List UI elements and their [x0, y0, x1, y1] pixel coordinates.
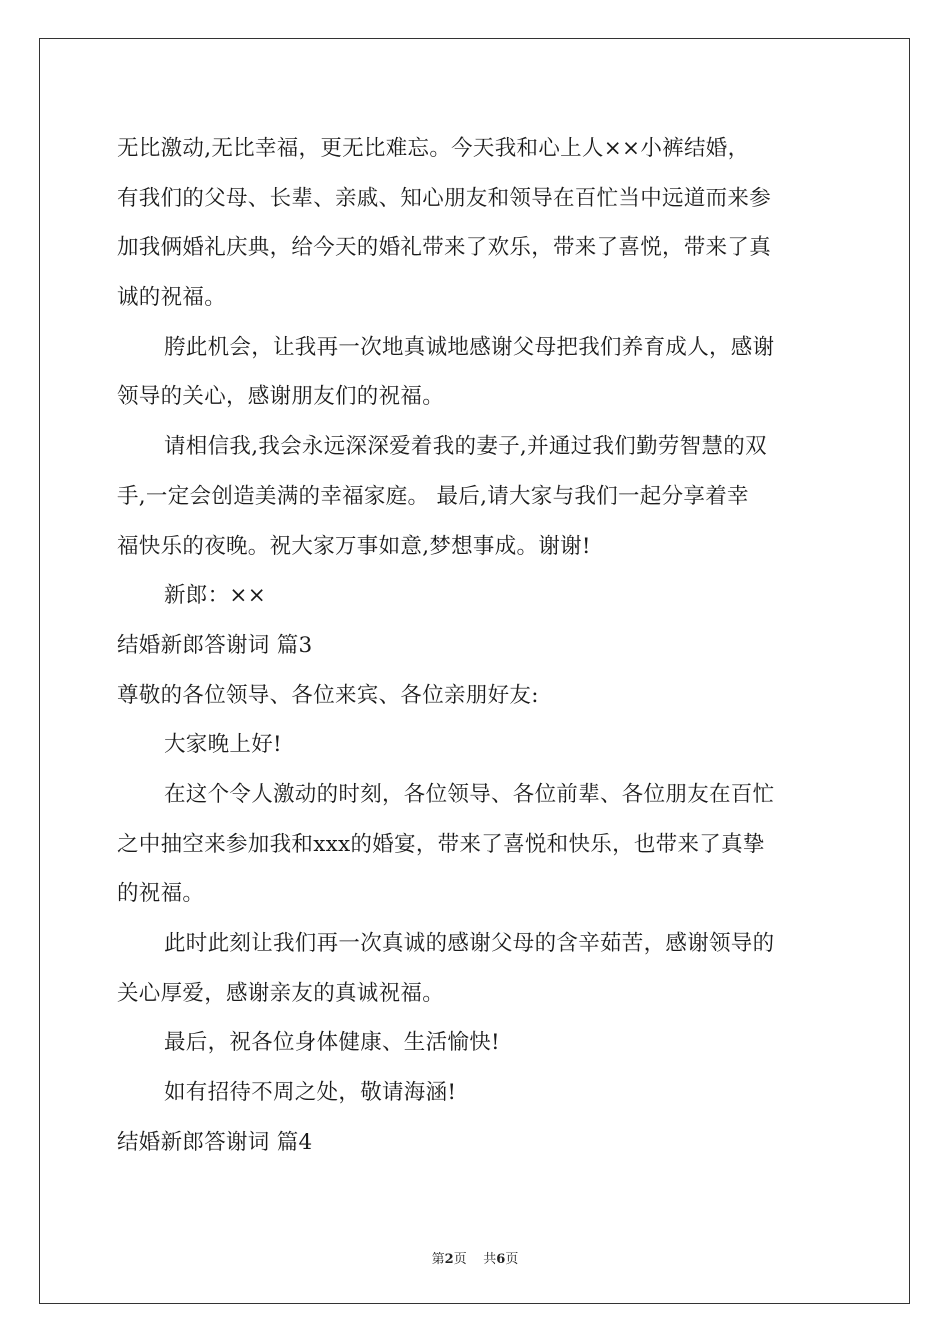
signature-line: 新郎：××: [164, 583, 267, 609]
paragraph-start: 胯此机会，让我再一次地真诚地感谢父母把我们养育成人，感谢: [164, 334, 775, 360]
text-line: 诚的祝福。: [117, 285, 227, 311]
paragraph-start: 请相信我,我会永远深深爱着我的妻子,并通过我们勤劳智慧的双: [164, 434, 767, 460]
current-page-number: 2: [444, 1252, 454, 1267]
section-heading: 结婚新郎答谢词 篇4: [117, 1129, 313, 1155]
paragraph-start: 最后，祝各位身体健康、生活愉快!: [164, 1030, 500, 1056]
text-line: 的祝福。: [117, 881, 205, 907]
total-label-suffix: 页: [505, 1252, 519, 1267]
text-line: 无比激动,无比幸福，更无比难忘。今天我和心上人××小裤结婚，: [117, 136, 750, 161]
page-footer: [0, 1248, 950, 1267]
text-line: 手,一定会创造美满的幸福家庭。 最后,请大家与我们一起分享着幸: [117, 483, 749, 509]
paragraph-start: 此时此刻让我们再一次真诚的感谢父母的含辛茹苦，感谢领导的: [164, 931, 775, 956]
paragraph-start: 如有招待不周之处，敬请海涵!: [164, 1080, 457, 1106]
greeting: 大家晚上好!: [164, 732, 282, 758]
text-line: 福快乐的夜晚。祝大家万事如意,梦想事成。谢谢!: [117, 533, 591, 559]
page-label-suffix: 页: [453, 1252, 467, 1267]
document-body: [117, 124, 833, 1167]
text-line: 关心厚爱，感谢亲友的真诚祝福。: [117, 980, 445, 1006]
total-label-prefix: 共: [483, 1252, 497, 1267]
salutation: 尊敬的各位领导、各位来宾、各位亲朋好友:: [117, 682, 539, 708]
section-heading: 结婚新郎答谢词 篇3: [117, 632, 313, 658]
text-line: 领导的关心，感谢朋友们的祝福。: [117, 384, 445, 410]
total-page-number: 6: [496, 1252, 506, 1267]
text-line: 加我俩婚礼庆典，给今天的婚礼带来了欢乐，带来了喜悦，带来了真: [117, 235, 772, 261]
page-label-prefix: 第: [431, 1252, 445, 1267]
text-line: 有我们的父母、长辈、亲戚、知心朋友和领导在百忙当中远道而来参: [117, 185, 772, 211]
text-line: 之中抽空来参加我和xxx的婚宴，带来了喜悦和快乐，也带来了真挚: [117, 831, 765, 857]
paragraph-start: 在这个令人激动的时刻，各位领导、各位前辈、各位朋友在百忙: [164, 781, 775, 807]
